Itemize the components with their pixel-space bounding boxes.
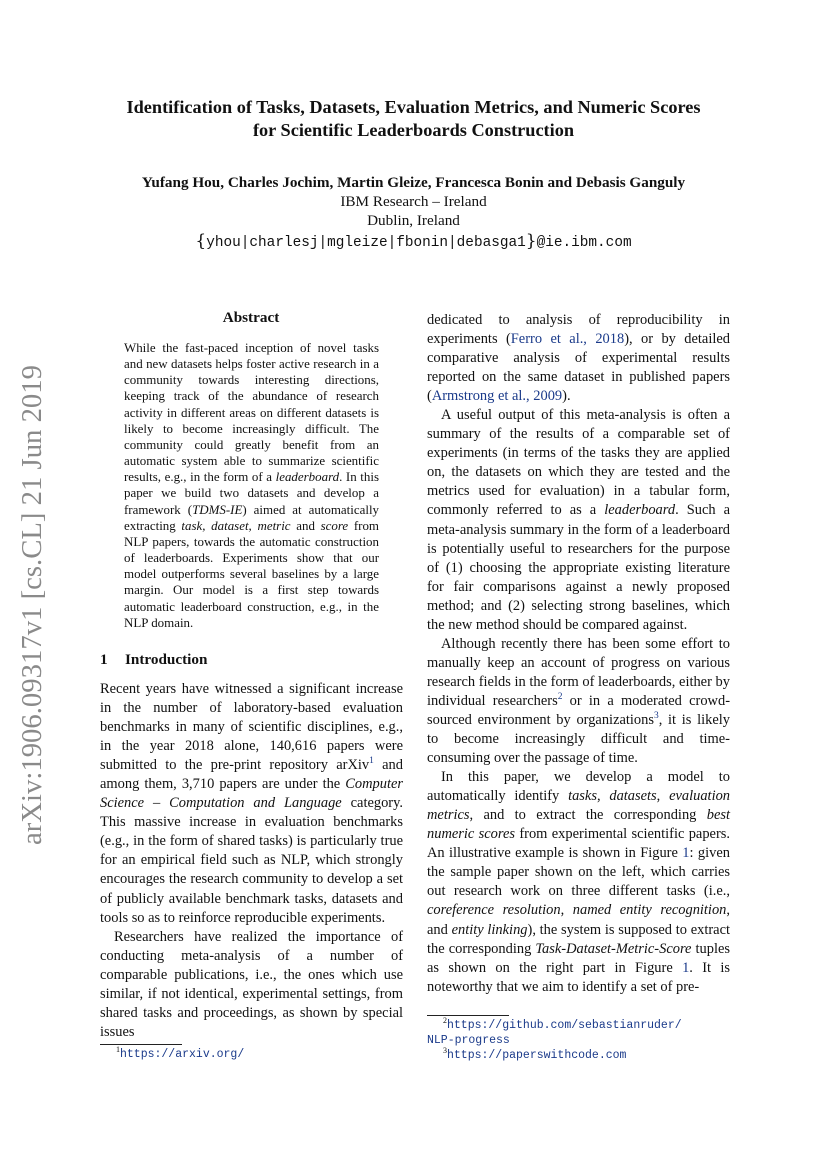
footnote-3 <box>443 1048 626 1063</box>
paragraph-text: from experimental scientific papers. An illustrative example is shown in Figure <box>427 826 730 862</box>
abstract-text: and <box>290 517 321 533</box>
paragraph-text: dedicated to analysis of reproducibility in experiments ( <box>427 312 730 348</box>
footnote-1 <box>116 1047 244 1062</box>
footnote-ref-3[interactable]: 3 <box>653 711 659 722</box>
arxiv-margin-stamp <box>8 365 52 845</box>
paragraph-text: category. This massive increase in evaluation benchmarks (e.g., in the form of shared tasks) is particularly true for an empirical field such as NLP, which strongly encourages the research community to develop a set of publicly available benchmark tasks, datasets and tools so as to reinforce reproducible experiments. <box>100 795 404 926</box>
paragraph-text: , <box>596 788 610 805</box>
citation-ferro-2018[interactable]: Ferro et al., 2018 <box>510 331 625 348</box>
paragraph-text: or in a moderated crowd-sourced environment by organizations <box>427 692 730 728</box>
author-list: Yufang Hou, Charles Jochim, Martin Gleize, Francesca Bonin and Debasis Ganguly <box>141 174 686 191</box>
footnote-rule-left <box>100 1044 182 1045</box>
abstract-text: While the fast-paced inception of novel tasks and new datasets helps foster active research in a community towards interesting directions, keeping track of the abundance of research activity in different areas on different datasets is likely to become increasingly difficult. The community could greatly benefit from an automatic system able to summarize scientific results, e.g., in the form of a <box>124 340 379 485</box>
term-evaluation-metrics: evaluation metrics <box>427 788 731 824</box>
arxiv-stamp-text: arXiv:1906.09317v1 [cs.CL] 21 Jun 2019 <box>17 368 48 845</box>
paragraph-text: Recent years have witnessed a significant increase in the number of laboratory-based evaluation benchmarks in many of scientific disciplines, e.g., in the year 2018 alone, 140,616 papers were submitted to the pre-print repository arXiv <box>100 681 403 774</box>
section-heading-introduction <box>100 651 207 669</box>
paragraph-text: . It is noteworthy that we aim to identify a set of pre- <box>427 959 730 995</box>
email-users: yhou|charlesj|mgleize|fbonin|debasga1 <box>206 235 526 251</box>
intro-paragraph-2: Researchers have realized the importance of conducting meta-analysis of a number of comparable publications, i.e., the ones which use similar, if not identical, experimental settings, from shared tasks and proceedings, as shown by special issues <box>100 928 403 1040</box>
paragraph-text: In this paper, we develop a model to automatically identify <box>427 769 730 805</box>
paragraph-text: ), or by detailed comparative analysis of experimental results reported on the same dataset in published papers ( <box>427 331 730 405</box>
citation-armstrong-2009[interactable]: Armstrong et al., 2009 <box>431 388 563 405</box>
intro-paragraph-2-cont <box>427 311 730 406</box>
term-entity-linking: entity linking <box>451 921 528 938</box>
left-column <box>100 680 403 1042</box>
right-column <box>427 311 730 997</box>
email-brace-close: } <box>525 231 537 251</box>
footnote-2 <box>443 1018 682 1033</box>
title-line-1: Identification of Tasks, Datasets, Evaluation Metrics, and Numeric Scores <box>126 97 701 117</box>
paragraph-text: and among them, 3,710 papers are under the <box>100 757 403 793</box>
footnote-link-arxiv[interactable]: https://arxiv.org/ <box>120 1048 245 1061</box>
abstract-text: from NLP papers, towards the automatic construction of leaderboards. Experiments show that our model outperforms several baselines by a large margin. Our model is a first step towards automatic leaderboard construction, e.g., in the NLP domain. <box>124 517 379 630</box>
leaderboard-term: leaderboard <box>604 502 676 519</box>
footnote-mark: 2 <box>443 1016 447 1026</box>
intro-paragraph-4 <box>427 635 730 768</box>
footnote-link-paperswithcode[interactable]: https://paperswithcode.com <box>447 1049 627 1062</box>
abstract-heading: Abstract <box>222 309 280 326</box>
abstract-leaderboard-term: leaderboard <box>275 469 340 485</box>
paragraph-text: , <box>656 788 670 805</box>
paragraph-text: , <box>560 902 573 919</box>
intro-paragraph-1 <box>100 680 403 928</box>
paragraph-text: tuples as shown on the right part in Figure <box>427 940 730 976</box>
email-brace-open: { <box>195 231 207 251</box>
arxiv-category: Computer Science – Computation and Language <box>100 776 403 812</box>
abstract-score-term: score <box>320 517 349 533</box>
affiliation-city: Dublin, Ireland <box>367 212 460 229</box>
section-title: Introduction <box>125 651 208 668</box>
paragraph-text: Although recently there has been some effort to manually keep an account of progress on various research fields in the form of leaderboards, either by individual researchers <box>427 635 730 709</box>
term-coreference-resolution: coreference resolution <box>427 902 561 919</box>
abstract-body <box>124 340 379 631</box>
paragraph-text: A useful output of this meta-analysis is often a summary of the results of a comparable set of experiments (in terms of the tasks they are applied on, the datasets on which they are tested and the metrics used for evaluation) in a tabular form, commonly referred to as a <box>427 407 730 519</box>
term-named-entity-recognition: named entity recognition <box>572 902 727 919</box>
intro-paragraph-3 <box>427 406 730 635</box>
abstract-tdm-term: task, dataset, metric <box>181 517 291 533</box>
author-emails <box>80 232 747 253</box>
term-datasets: datasets <box>609 788 657 805</box>
footnote-mark: 3 <box>443 1046 447 1056</box>
footnote-ref-1[interactable]: 1 <box>369 756 374 767</box>
affiliation-org: IBM Research – Ireland <box>340 193 487 210</box>
paragraph-text: , and to extract the corresponding <box>469 807 707 824</box>
paragraph-text: . Such a meta-analysis summary in the form of a leaderboard is potentially useful to researchers for the purpose of (1) choosing the appropriate existing literature for fair comparisons against a newly proposed method; and (2) selecting strong baselines, which the new method should be compared against. <box>427 502 730 633</box>
paragraph-text: ), the system is supposed to extract the corresponding <box>427 921 730 957</box>
paragraph-text: , and <box>427 902 730 938</box>
footnote-rule-right <box>427 1015 509 1016</box>
term-tdms-tuples: Task-Dataset-Metric-Score <box>535 940 692 957</box>
figure-ref-1[interactable]: 1 <box>682 959 690 976</box>
intro-paragraph-5 <box>427 768 730 997</box>
footnote-link-nlp-progress-cont[interactable]: NLP-progress <box>427 1034 510 1047</box>
figure-ref-1[interactable]: 1 <box>682 845 690 862</box>
email-domain: @ie.ibm.com <box>536 235 632 251</box>
term-tasks: tasks <box>568 788 597 805</box>
paragraph-text: , it is likely to become increasingly difficult and time-consuming over the passage of time. <box>427 711 731 767</box>
abstract-text: ) aimed at automatically extracting <box>124 501 380 533</box>
title-line-2: for Scientific Leaderboards Construction <box>252 119 575 140</box>
term-best-numeric-scores: best numeric scores <box>427 807 730 843</box>
paragraph-text: ). <box>562 388 571 405</box>
footnote-ref-2[interactable]: 2 <box>557 692 563 703</box>
footnote-2-cont <box>427 1033 510 1048</box>
abstract-tdms-term: TDMS-IE <box>192 501 243 517</box>
footnote-link-nlp-progress[interactable]: https://github.com/sebastianruder/ <box>447 1019 682 1032</box>
abstract-text: . In this paper we build two datasets and develop a framework ( <box>124 469 379 517</box>
footnote-mark: 1 <box>116 1045 120 1055</box>
section-number: 1 <box>100 651 108 668</box>
paragraph-text: : given the sample paper shown on the left, which carries out research work on three different tasks (i.e., <box>427 845 730 900</box>
paper-title <box>80 96 747 141</box>
